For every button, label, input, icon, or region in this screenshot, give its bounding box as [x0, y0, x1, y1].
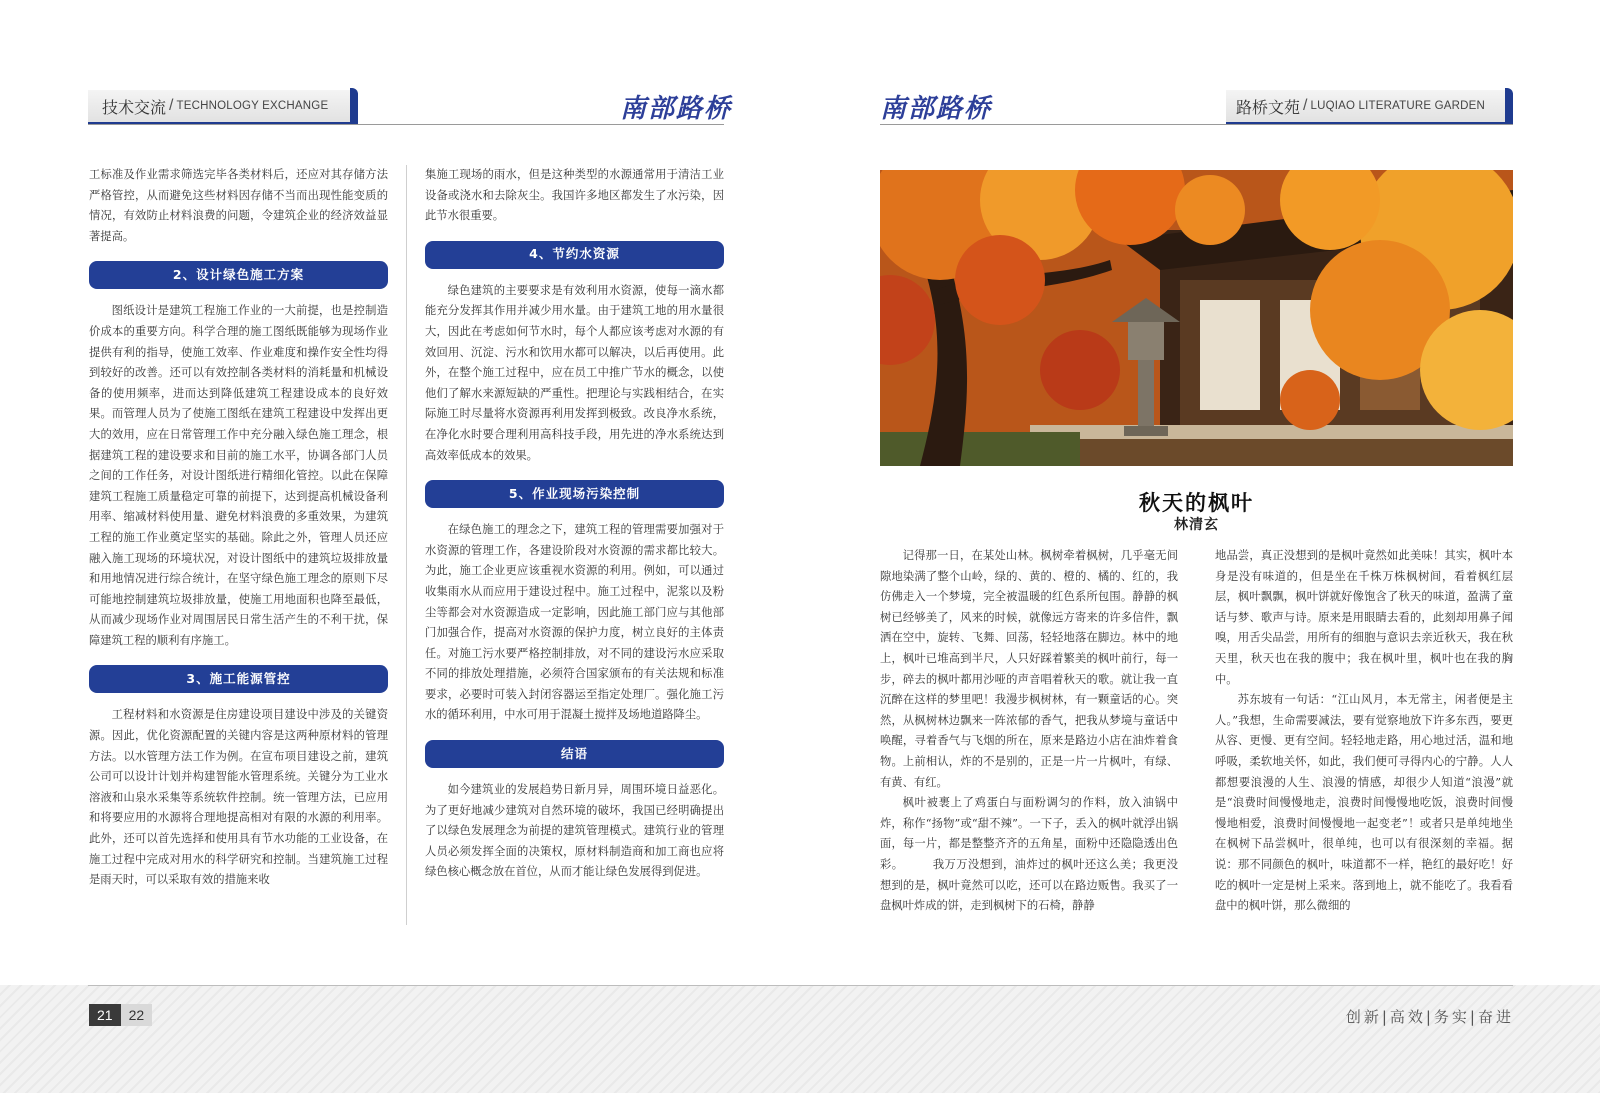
left-section-en: TECHNOLOGY EXCHANGE — [176, 100, 329, 112]
right-magazine-logo: 南部路桥 — [880, 94, 993, 124]
right-column-1 — [880, 546, 1178, 917]
section-heading: 结语 — [425, 740, 724, 768]
paragraph: 地品尝，真正没想到的是枫叶竟然如此美味！其实，枫叶本身是没有味道的，但是坐在千株万株枫树间，看着枫红层层，枫叶飘飘，枫叶饼就好像饱含了秋天的味道，盈满了童话与梦、歌声与诗。原来是用眼睛去看的，此刻却用鼻子闻嗅，用舌尖品尝，用所有的细胞与意识去亲近秋天，我在秋天里，秋天也在我的腹中；我在枫叶里，枫叶也在我的胸中。 — [1215, 549, 1513, 686]
footer-slogan: 创新|高效|务实|奋进 — [1345, 1008, 1514, 1026]
section-heading: 2、设计绿色施工方案 — [89, 261, 388, 289]
left-column-2 — [425, 165, 724, 883]
footer-band — [0, 985, 1600, 1093]
paragraph: 枫叶被裹上了鸡蛋白与面粉调匀的作料，放入油锅中炸，称作“扬物”或“甜不辣”。一下子，丢入的枫叶就浮出锅面，每一片，都是整整齐齐的五角星，面粉中还隐隐透出色彩。 我万万没想到，油炸过的枫叶还这么美；我更没想到的是，枫叶竟然可以吃，还可以在路边贩售。我买了一盘枫叶炸成的饼，走到枫树下的石椅，静静 — [880, 796, 1178, 913]
article-title: 秋天的枫叶 — [1139, 490, 1254, 515]
footer-rule — [88, 985, 1513, 986]
right-section-en: LUQIAO LITERATURE GARDEN — [1310, 100, 1486, 112]
paragraph: 图纸设计是建筑工程施工作业的一大前提，也是控制造价成本的重要方向。科学合理的施工图纸既能够为现场作业提供有利的指导，使施工效率、作业难度和操作安全性均得到较好的改善。还可以有效控制各类材料的消耗量和机械设备的使用频率，进而达到降低建筑工程建设成本的良好效果。而管理人员为了使施工图纸在建筑工程建设中发挥出更大的效用，应在日常管理工作中充分融入绿色施工理念，根据建筑工程的建设要求和目前的施工水平，协调各部门人员之间的工作任务，对设计图纸进行精细化管控。以此在保障建筑工程施工质量稳定可靠的前提下，达到提高机械设备利用率、缩减材料使用量、避免材料浪费的多重效果，为建筑工程的施工作业奠定坚实的基础。除此之外，管理人员还应融入施工现场的环境状况，对设计图纸中的建筑垃圾排放量和用地情况进行综合统计，在坚守绿色施工理念的原则下尽可能地控制建筑垃圾排放量，使施工用地面积也降至最低，从而减少现场作业对周围居民日常生活产生的不利干扰，保障建筑工程的顺利有序施工。 — [89, 304, 388, 647]
right-header-rule — [880, 124, 1513, 125]
left-section-zh: 技术交流 — [102, 97, 167, 117]
autumn-maple-photo — [880, 170, 1513, 466]
right-tab-accent — [1505, 88, 1513, 124]
column-divider — [406, 165, 407, 925]
paragraph: 如今建筑业的发展趋势日新月异，周围环境日益恶化。为了更好地减少建筑对自然环境的破坏，我国已经明确提出了以绿色发展理念为前提的建筑管理模式。建筑行业的管理人员必须发挥全面的决策权，原材料制造商和加工商也应将绿色核心概念放在首位，从而才能让绿色发展得到促进。 — [425, 783, 724, 879]
left-section-slash: / — [169, 97, 174, 114]
paragraph: 工标准及作业需求筛选完毕各类材料后，还应对其存储方法严格管控，从而避免这些材料因存储不当而出现性能变质的情况，有效防止材料浪费的问题，令建筑企业的经济效益显著提高。 — [89, 168, 388, 243]
maple-temple-illustration — [880, 170, 1513, 466]
paragraph: 工程材料和水资源是住房建设项目建设中涉及的关键资源。因此，优化资源配置的关键内容是这两种原材料的管理方法。以水管理方法工作为例。在宣布项目建设之前，建筑公司可以设计计划并构建智能水管理系统。关键分为工业水溶液和山泉水采集等系统软件控制。统一管理方法，已应用和将要应用的水源将合理地提高相对有限的水源的利用率。此外，还可以首先选择和使用具有节水功能的工业设备，在施工过程中完成对用水的科学研究和控制。当建筑施工过程是雨天时，可以采取有效的措施来收 — [89, 708, 388, 887]
paragraph: 集施工现场的雨水，但是这种类型的水源通常用于清洁工业设备或浇水和去除灰尘。我国许多地区都发生了水污染，因此节水很重要。 — [425, 168, 724, 223]
left-section-tab — [88, 90, 350, 124]
page-number-right: 22 — [121, 1004, 153, 1026]
section-heading: 5、作业现场污染控制 — [425, 480, 724, 508]
article-author: 林清玄 — [1174, 517, 1219, 533]
paragraph: 记得那一日，在某处山林。枫树牵着枫树，几乎毫无间隙地染满了整个山岭，绿的、黄的、橙的、橘的、红的，我仿佛走入一个梦境，完全被温暖的红色系所包围。静静的枫树已经够美了，风来的时候，就像远方寄来的许多信件，飘洒在空中，旋转、飞舞、回荡，轻轻地落在脚边。林中的地上，枫叶已堆高到半尺，人只好踩着繁美的枫叶前行，每一步，碎去的枫叶都用沙哑的声音唱着秋天的歌。就让我一直沉醉在这样的梦里吧！我漫步枫树林，有一颗童话的心。突然，从枫树林边飘来一阵浓郁的香气，把我从梦境与童话中唤醒，寻着香气与飞烟的所在，原来是路边小店在油炸着食物。上前相认，炸的不是别的，正是一片一片枫叶，有绿、有黄、有红。 — [880, 549, 1178, 789]
paragraph: 苏东坡有一句话：“江山风月，本无常主，闲者便是主人。”我想，生命需要减法，要有觉察地放下许多东西，要更从容、更慢、更有空间。轻轻地走路，用心地过活，温和地呼吸，柔软地关怀，如此，我们便可寻得内心的宁静。人人都想要浪漫的人生、浪漫的情感，却很少人知道“浪漫”就是“浪费时间慢慢地走，浪费时间慢慢地吃饭，浪费时间慢慢地相爱，浪费时间慢慢地一起变老”！或者只是单纯地坐在枫树下品尝枫叶，很单纯，也可以有很深刻的幸福。据说：那不同颜色的枫叶，味道都不一样，艳红的最好吃！好吃的枫叶一定是树上采来。落到地上，就不能吃了。我看看盘中的枫叶饼，那么微细的 — [1215, 693, 1513, 913]
left-tab-accent — [350, 88, 358, 124]
left-column-1 — [89, 165, 388, 891]
right-section-zh: 路桥文苑 — [1236, 97, 1301, 117]
left-magazine-logo: 南部路桥 — [620, 94, 733, 124]
paragraph: 绿色建筑的主要要求是有效利用水资源，使每一滴水都能充分发挥其作用并减少用水量。由于建筑工地的用水量很大，因此在考虑如何节水时，每个人都应该考虑对水源的有效回用、沉淀、污水和饮用水都可以解决，以后再使用。此外，在整个施工过程中，应在员工中推广节水的概念，以使他们了解水来源短缺的严重性。把理论与实践相结合，在实际施工时尽量将水资源再利用发挥到极致。改良净水系统，在净化水时要合理利用高科技手段，用先进的净水系统达到高效率低成本的效果。 — [425, 283, 724, 462]
right-section-tab — [1226, 90, 1505, 124]
section-heading: 3、施工能源管控 — [89, 665, 388, 693]
paragraph: 在绿色施工的理念之下，建筑工程的管理需要加强对于水资源的管理工作，各建设阶段对水资源的需求都比较大。为此，施工企业更应该重视水资源的利用。例如，可以通过收集雨水从而应用于建设过程中。施工过程中，泥浆以及粉尘等都会对水资源造成一定影响，因此施工部门应与其他部门加强合作，提高对水资源的保护力度，树立良好的主体责任。对施工污水要严格控制排放，对不同的建设污水应采取不同的排放处理措施，必须符合国家颁布的有关法规和标准要求，必要时可装入封闭容器运至指定处理厂。强化施工污水的循环利用，中水可用于混凝土搅拌及场地道路降尘。 — [425, 523, 724, 722]
right-column-2 — [1215, 546, 1513, 917]
page-number-left: 21 — [89, 1004, 121, 1026]
right-section-slash: / — [1303, 97, 1308, 114]
section-heading: 4、节约水资源 — [425, 241, 724, 269]
page-numbers — [89, 1004, 152, 1026]
left-header-rule — [88, 124, 724, 125]
